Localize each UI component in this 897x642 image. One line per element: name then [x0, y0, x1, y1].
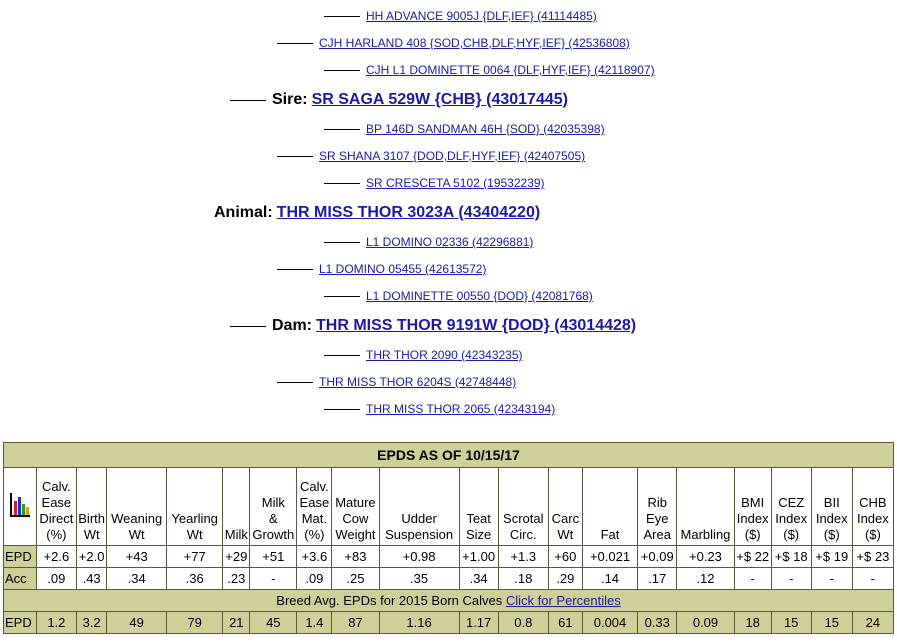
- acc-value: .17: [638, 568, 677, 590]
- pedigree-line: [324, 183, 360, 184]
- pedigree-line: [230, 326, 266, 327]
- epd-value: +$ 23: [852, 546, 893, 568]
- epd-value: +51: [250, 546, 297, 568]
- pedigree-node: [277, 149, 585, 163]
- pedigree-line: [324, 355, 360, 356]
- epd-value: +$ 22: [734, 546, 771, 568]
- pedigree-line: [324, 129, 360, 130]
- pedigree-node: [230, 91, 568, 109]
- header-line: ($): [783, 527, 800, 542]
- header-line: &: [268, 511, 278, 526]
- header-line: Wt: [557, 527, 574, 542]
- acc-value: -: [734, 568, 771, 590]
- epd-column-header: [76, 468, 107, 546]
- epd-value: +77: [166, 546, 222, 568]
- header-line: Ease: [299, 495, 330, 510]
- epd-value: +$ 19: [811, 546, 852, 568]
- sire-dam-link[interactable]: SR SHANA 3107 {DOD,DLF,HYF,IEF} (42407505): [319, 149, 586, 163]
- pedigree-node: [324, 289, 593, 303]
- pedigree-line: [277, 156, 313, 157]
- acc-value: -: [771, 568, 811, 590]
- breed-avg-value: 18: [734, 612, 771, 634]
- epd-column-header: [548, 468, 582, 546]
- epd-column-header: [459, 468, 498, 546]
- dam-label: Dam:: [272, 317, 313, 334]
- header-line: Milk: [261, 495, 285, 510]
- epd-title: EPDS AS OF 10/15/17: [4, 443, 894, 468]
- epd-value: +0.021: [582, 546, 637, 568]
- dam-sire-sire-link[interactable]: L1 DOMINO 02336 (42296881): [366, 235, 534, 249]
- header-line: Fat: [600, 527, 620, 542]
- epd-column-header: [107, 468, 167, 546]
- breed-avg-value: 0.33: [638, 612, 677, 634]
- header-line: Rib: [647, 495, 667, 510]
- pedigree-node: [324, 63, 655, 77]
- acc-value: .12: [677, 568, 734, 590]
- dam-sire-link[interactable]: L1 DOMINO 05455 (42613572): [319, 262, 487, 276]
- epd-value: +0.09: [638, 546, 677, 568]
- header-line: Teat: [466, 511, 491, 526]
- header-line: Calv.: [300, 479, 329, 494]
- acc-value: -: [852, 568, 893, 590]
- header-line: Scrotal: [503, 511, 544, 526]
- header-line: Wt: [83, 527, 100, 542]
- header-line: Index: [856, 511, 889, 526]
- acc-value: -: [250, 568, 297, 590]
- sire-dam-sire-link[interactable]: BP 146D SANDMAN 46H {SOD} (42035398): [366, 122, 605, 136]
- acc-value: .14: [582, 568, 637, 590]
- header-line: (%): [46, 527, 67, 542]
- header-line: Area: [643, 527, 671, 542]
- breed-avg-value: 0.004: [582, 612, 637, 634]
- pedigree-node: [324, 402, 555, 416]
- header-line: Wt: [128, 527, 145, 542]
- acc-value: .36: [166, 568, 222, 590]
- epd-value: +0.98: [379, 546, 459, 568]
- pedigree-line: [324, 409, 360, 410]
- epd-value: +43: [107, 546, 167, 568]
- header-line: Mat.: [301, 511, 328, 526]
- epd-column-header: [638, 468, 677, 546]
- epd-value: +60: [548, 546, 582, 568]
- header-line: ($): [744, 527, 761, 542]
- epd-value: +2.0: [76, 546, 107, 568]
- epd-value: +2.6: [36, 546, 76, 568]
- breed-avg-value: 1.2: [36, 612, 76, 634]
- acc-row-label: Acc: [4, 568, 37, 590]
- epd-column-header: [734, 468, 771, 546]
- header-line: Cow: [342, 511, 369, 526]
- header-line: Eye: [646, 511, 669, 526]
- header-line: Index: [736, 511, 769, 526]
- sire-link[interactable]: SR SAGA 529W {CHB} (43017445): [311, 91, 568, 108]
- percentiles-link[interactable]: Click for Percentiles: [505, 592, 621, 608]
- header-line: Wt: [186, 527, 203, 542]
- dam-sire-dam-link[interactable]: L1 DOMINETTE 00550 {DOD} (42081768): [366, 289, 593, 303]
- acc-value: .25: [332, 568, 379, 590]
- breed-avg-value: 87: [332, 612, 379, 634]
- epd-column-header: [332, 468, 379, 546]
- dam-dam-link[interactable]: THR MISS THOR 6204S (42748448): [319, 375, 517, 389]
- header-line: Udder: [401, 511, 437, 526]
- epd-column-header: [771, 468, 811, 546]
- header-line: Direct: [39, 511, 74, 526]
- pedigree-node: [324, 9, 597, 23]
- breed-avg-caption: [4, 590, 894, 612]
- sire-sire-dam-link[interactable]: CJH L1 DOMINETTE 0064 {DLF,HYF,IEF} (42118907): [366, 63, 655, 77]
- dam-dam-sire-link[interactable]: THR THOR 2090 (42343235): [366, 348, 523, 362]
- breed-avg-value: 0.09: [677, 612, 734, 634]
- epd-column-header: [36, 468, 76, 546]
- epd-column-header: [223, 468, 250, 546]
- breed-avg-value: 61: [548, 612, 582, 634]
- pedigree-node: [277, 262, 486, 276]
- breed-avg-text: Breed Avg. EPDs for 2015 Born Calves: [276, 592, 506, 608]
- epd-column-header: [250, 468, 297, 546]
- epd-value: +1.3: [498, 546, 548, 568]
- header-line: Calv.: [42, 479, 71, 494]
- header-line: Milk: [224, 527, 248, 542]
- breed-avg-value: 79: [166, 612, 222, 634]
- acc-value: .35: [379, 568, 459, 590]
- epd-column-header: [582, 468, 637, 546]
- header-line: Index: [775, 511, 808, 526]
- sire-sire-link[interactable]: CJH HARLAND 408 {SOD,CHB,DLF,HYF,IEF} (42536808): [319, 36, 630, 50]
- epd-value: +1.00: [459, 546, 498, 568]
- header-line: BII: [823, 495, 840, 510]
- pedigree-line: [324, 296, 360, 297]
- pedigree-line: [277, 382, 313, 383]
- dam-dam-dam-link[interactable]: THR MISS THOR 2065 (42343194): [366, 402, 556, 416]
- header-line: Birth: [78, 511, 105, 526]
- header-line: ($): [823, 527, 840, 542]
- pedigree-node: [230, 317, 636, 335]
- acc-value: -: [811, 568, 852, 590]
- pedigree-node: [324, 348, 523, 362]
- epd-row-label: EPD: [4, 546, 37, 568]
- epd-value: +83: [332, 546, 379, 568]
- pedigree-line: [324, 242, 360, 243]
- sire-dam-dam-link[interactable]: SR CRESCETA 5102 (19532239): [366, 176, 545, 190]
- pedigree-node: [277, 375, 516, 389]
- pedigree-line: [324, 70, 360, 71]
- pedigree-node: [277, 36, 630, 50]
- acc-value: .09: [36, 568, 76, 590]
- pedigree-line: [277, 43, 313, 44]
- header-line: (%): [304, 527, 325, 542]
- header-line: Suspension: [385, 527, 454, 542]
- epd-column-header: [379, 468, 459, 546]
- epd-table: [3, 442, 894, 634]
- sire-label: Sire:: [272, 91, 308, 108]
- acc-value: .23: [223, 568, 250, 590]
- breed-avg-value: 24: [852, 612, 893, 634]
- epd-value: +$ 18: [771, 546, 811, 568]
- pedigree-node: [324, 122, 605, 136]
- pedigree-node: [214, 204, 540, 222]
- acc-value: .43: [76, 568, 107, 590]
- bar-chart-icon[interactable]: [4, 468, 37, 546]
- avg-row-label: EPD: [4, 612, 37, 634]
- breed-avg-value: 15: [811, 612, 852, 634]
- pedigree-node: [324, 176, 545, 190]
- epd-value: +29: [223, 546, 250, 568]
- pedigree-line: [324, 16, 360, 17]
- epd-column-header: [498, 468, 548, 546]
- epd-column-header: [297, 468, 332, 546]
- header-line: Growth: [252, 527, 295, 542]
- header-line: Circ.: [509, 527, 537, 542]
- header-line: Ease: [41, 495, 72, 510]
- header-line: Mature: [335, 495, 376, 510]
- header-line: Marbling: [680, 527, 731, 542]
- epd-column-header: [677, 468, 734, 546]
- header-line: ($): [864, 527, 881, 542]
- header-line: CHB: [859, 495, 887, 510]
- breed-avg-value: 45: [250, 612, 297, 634]
- header-line: Index: [815, 511, 848, 526]
- breed-avg-value: 1.4: [297, 612, 332, 634]
- breed-avg-value: 21: [223, 612, 250, 634]
- header-line: CEZ: [778, 495, 805, 510]
- header-line: Weaning: [111, 511, 163, 526]
- epd-column-header: [811, 468, 852, 546]
- sire-sire-sire-link[interactable]: HH ADVANCE 9005J {DLF,IEF} (41114485): [366, 9, 597, 23]
- animal-label: Animal:: [214, 204, 273, 221]
- epd-column-header: [166, 468, 222, 546]
- header-line: Carc: [551, 511, 580, 526]
- acc-value: .09: [297, 568, 332, 590]
- epd-column-header: [852, 468, 893, 546]
- header-line: BMI: [741, 495, 765, 510]
- breed-avg-value: 15: [771, 612, 811, 634]
- header-line: Yearling: [171, 511, 218, 526]
- breed-avg-value: 49: [107, 612, 167, 634]
- pedigree-node: [324, 235, 533, 249]
- breed-avg-value: 3.2: [76, 612, 107, 634]
- pedigree-line: [277, 269, 313, 270]
- acc-value: .18: [498, 568, 548, 590]
- epd-value: +0.23: [677, 546, 734, 568]
- breed-avg-value: 1.17: [459, 612, 498, 634]
- header-line: Size: [465, 527, 492, 542]
- breed-avg-value: 1.16: [379, 612, 459, 634]
- dam-link[interactable]: THR MISS THOR 9191W {DOD} (43014428): [316, 317, 637, 334]
- header-line: Weight: [335, 527, 376, 542]
- breed-avg-value: 0.8: [498, 612, 548, 634]
- epd-value: +3.6: [297, 546, 332, 568]
- animal-link[interactable]: THR MISS THOR 3023A (43404220): [276, 204, 541, 221]
- acc-value: .34: [107, 568, 167, 590]
- acc-value: .29: [548, 568, 582, 590]
- pedigree-line: [230, 100, 266, 101]
- acc-value: .34: [459, 568, 498, 590]
